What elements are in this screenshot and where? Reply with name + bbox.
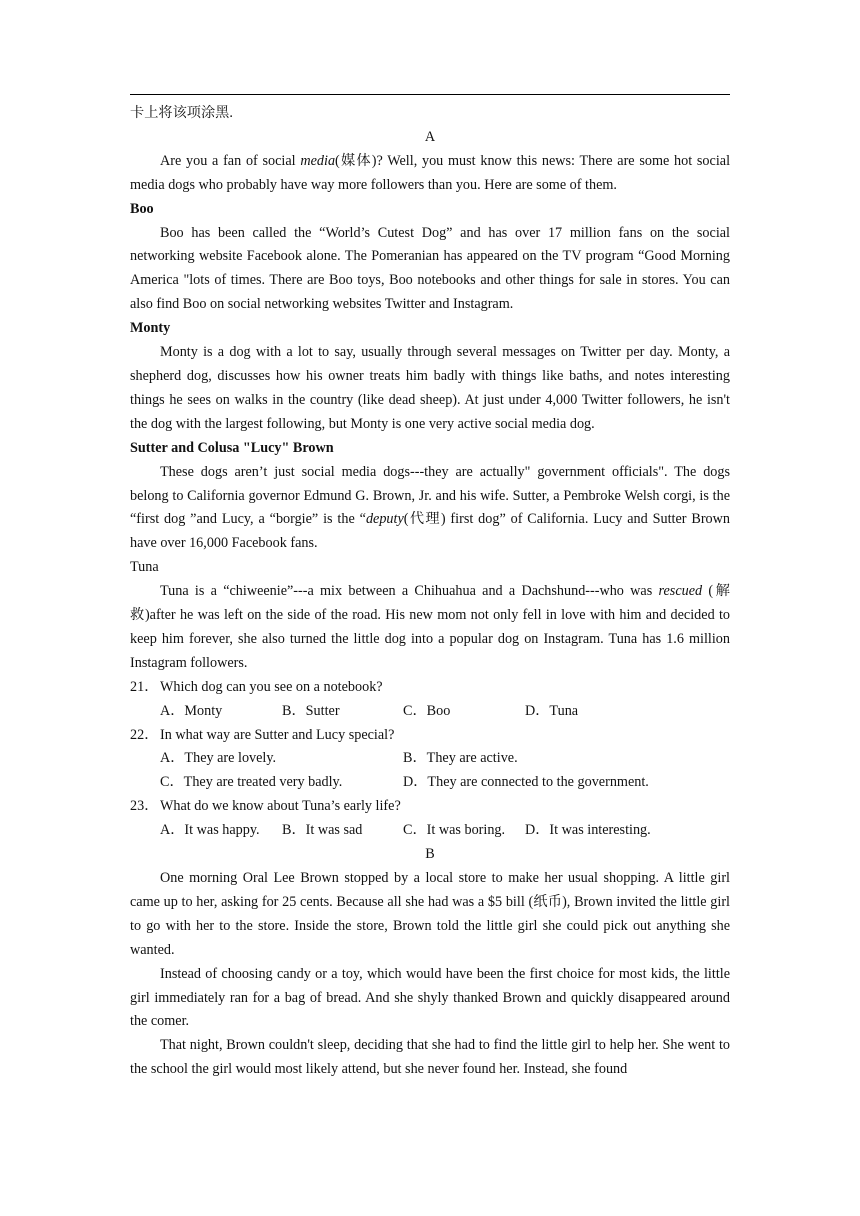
option-b: B．It was sad bbox=[282, 822, 363, 839]
section-b-paragraph-3: That night, Brown couldn't sleep, deciding that she had to find the little girl to help her. She went to the school the girl would most likely attend, but she never found her. Instead, she found bbox=[130, 1037, 730, 1078]
section-b-label: B bbox=[425, 846, 435, 863]
option-b: B．Sutter bbox=[282, 702, 340, 719]
section-a-label: A bbox=[424, 128, 436, 145]
dog-text-tuna: Tuna is a “chiweenie”---a mix between a Chihuahua and a Dachshund---who was rescued (解救)after he was left on the side of the road. His new mom not only fell in love with him and decided to keep him forever, she also turned the little dog into a popular dog on Instagram. Tuna has 1.6 million Instagram followers. bbox=[130, 583, 730, 671]
dog-text-sutter-lucy: These dogs aren’t just social media dogs---they are actually" government officials". The dogs belong to California governor Edmund G. Brown, Jr. and his wife. Sutter, a Pembroke Welsh corgi, is the “first dog ”and Lucy, a “borgie” is the “deputy(代理) first dog” of California. Lucy and Sutter Brown have over 16,000 Facebook fans. bbox=[130, 463, 730, 552]
option-c: C．They are treated very badly. bbox=[160, 774, 343, 791]
question-21-options bbox=[130, 700, 730, 724]
option-a: A．Monty bbox=[160, 702, 223, 719]
dog-heading-sutter-lucy: Sutter and Colusa "Lucy" Brown bbox=[130, 439, 334, 456]
question-22 bbox=[130, 724, 730, 748]
question-22-options-row-2 bbox=[130, 771, 730, 795]
section-b-paragraph-2: Instead of choosing candy or a toy, which would have been the first choice for most kids, the little girl immediately ran for a bag of bread. And she shyly thanked Brown and quickly disappeared around the comer. bbox=[130, 965, 730, 1030]
option-a: A．It was happy. bbox=[160, 822, 260, 839]
option-c: C．Boo bbox=[403, 702, 451, 719]
option-a: A．They are lovely. bbox=[160, 750, 277, 767]
option-d: D．It was interesting. bbox=[525, 822, 651, 839]
dog-heading-boo: Boo bbox=[130, 200, 154, 217]
section-a-intro: Are you a fan of social media(媒体)? Well, you must know this news: There are some hot social media dogs who probably have way more followers than you. Here are some of them. bbox=[130, 152, 731, 193]
question-21 bbox=[130, 676, 730, 700]
question-stem: In what way are Sutter and Lucy special? bbox=[160, 726, 395, 743]
dog-text-monty: Monty is a dog with a lot to say, usually through several messages on Twitter per day. Monty, a shepherd dog, discusses how his owner treats him badly with things like baths, and notes interesting things he sees on walks in the country (like dead sheep). At just under 4,000 Twitter followers, he isn't the dog with the largest following, but Monty is one very active social media dog. bbox=[130, 344, 730, 432]
question-number: 23． bbox=[130, 798, 159, 815]
option-d: D．Tuna bbox=[525, 702, 579, 719]
header-line: 卡上将该项涂黑. bbox=[130, 105, 233, 121]
question-number: 22． bbox=[130, 726, 159, 743]
dog-heading-monty: Monty bbox=[130, 320, 171, 337]
question-23 bbox=[130, 795, 730, 819]
dog-text-boo: Boo has been called the “World’s Cutest Dog” and has over 17 million fans on the social networking website Facebook alone. The Pomeranian has appeared on the TV program “Good Morning America "lots of times. There are Boo toys, Boo notebooks and other things for sale in stores. You can also find Boo on social networking websites Twitter and Instagram. bbox=[130, 224, 730, 313]
question-stem: What do we know about Tuna’s early life? bbox=[160, 798, 401, 815]
question-22-options-row-1 bbox=[130, 747, 730, 771]
option-d: D．They are connected to the government. bbox=[403, 774, 649, 791]
option-b: B．They are active. bbox=[403, 750, 518, 767]
section-b-paragraph-1: One morning Oral Lee Brown stopped by a local store to make her usual shopping. A little girl came up to her, asking for 25 cents. Because all she had was a $5 bill (纸币), Brown invited the little girl to go with her to the store. Inside the store, Brown told the little girl she could pick out anything she wanted. bbox=[130, 870, 730, 958]
question-23-options bbox=[130, 819, 730, 843]
question-stem: Which dog can you see on a notebook? bbox=[160, 678, 383, 695]
dog-heading-tuna: Tuna bbox=[130, 559, 159, 576]
question-number: 21． bbox=[130, 678, 159, 695]
document-body bbox=[130, 102, 730, 1082]
option-c: C．It was boring. bbox=[403, 822, 506, 839]
header-rule bbox=[130, 94, 730, 95]
